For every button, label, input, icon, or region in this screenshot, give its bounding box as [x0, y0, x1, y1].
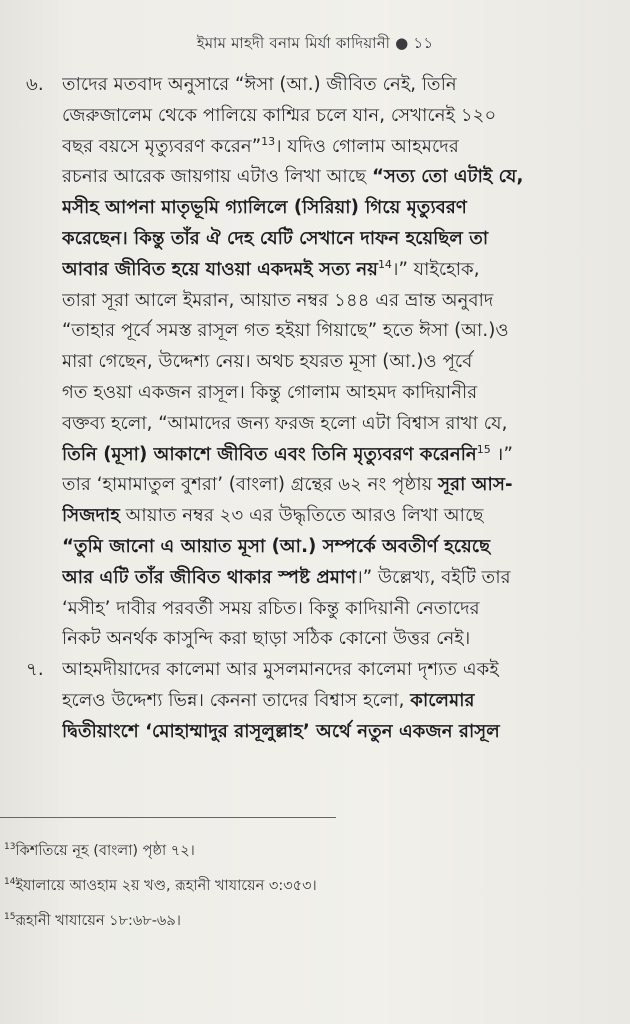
text-line: [62, 655, 618, 686]
text-line: [62, 193, 618, 224]
text-segment: তার ‘হামামাতুল বুশরা’ (বাংলা) গ্রন্থের ৬২ নং পৃষ্ঠায়: [62, 474, 439, 496]
text-line: [62, 101, 618, 132]
footnote: [4, 902, 604, 937]
text-segment: জেরুজালেম থেকে পালিয়ে কাশ্মির চলে যান, সেখানেই ১২০: [62, 104, 497, 126]
text-segment: ।” যাইহোক,: [391, 258, 480, 280]
footnote-number: 14: [4, 877, 16, 887]
text-segment: ‘মসীহ’ দাবীর পরবর্তী সময় রচিত। কিন্তু কাদিয়ানী নেতাদের: [62, 597, 480, 619]
bold-text: “তুমি জানো এ আয়াত মূসা (আ.) সম্পর্কে অবতীর্ণ হয়েছে: [62, 535, 491, 557]
text-segment: তারা সূরা আলে ইমরান, আয়াত নম্বর ১৪৪ এর ভ্রান্ত অনুবাদ: [62, 289, 494, 311]
text-line: [62, 686, 618, 717]
text-line: [62, 501, 618, 532]
text-segment: । যদিও গোলাম আহমদের: [275, 135, 459, 157]
text-segment: গত হওয়া একজন রাসূল। কিন্তু গোলাম আহমদ কাদিয়ানীর: [62, 381, 478, 403]
text-line: [62, 532, 618, 563]
footnote-text: রূহানী খাযায়েন ১৮:৬৮-৬৯।: [15, 913, 181, 929]
item-number: ৭.: [26, 659, 44, 681]
text-line: [62, 132, 618, 163]
item-number: ৬.: [26, 74, 44, 95]
text-segment: নিকট অনর্থক কাসুন্দি করা ছাড়া সঠিক কোনো উত্তর নেই।: [62, 628, 471, 650]
bold-text: তিনি (মূসা) আকাশে জীবিত এবং তিনি মৃত্যুবরণ করেননি: [62, 443, 477, 465]
text-line: [62, 316, 618, 347]
text-segment: ।”: [490, 443, 513, 465]
text-segment: আহমদীয়াদের কালেমা আর মুসলমানদের কালেমা দৃশ্যত একই: [62, 659, 499, 681]
footnote: [4, 832, 604, 867]
bold-text: সূরা আস-: [438, 474, 513, 496]
text-line: [62, 409, 618, 440]
footnote-ref: 13: [261, 134, 276, 148]
text-line: [62, 717, 618, 748]
footnotes: [4, 832, 604, 937]
text-segment: “তাহার পূর্বে সমস্ত রাসূল গত হইয়া গিয়াছে” হতে ঈসা (আ.)ও: [62, 320, 509, 342]
footnote-text: ইযালায়ে আওহাম ২য় খণ্ড, রূহানী খাযায়েন ৩:৩৫৩।: [15, 878, 317, 894]
footnote-ref: 14: [377, 257, 392, 271]
running-header: ইমাম মাহদী বনাম মির্যা কাদিয়ানী ● ১১: [196, 34, 434, 52]
bold-text: মসীহ আপনা মাতৃভূমি গ্যালিলে (সিরিয়া) গিয়ে মৃত্যুবরণ: [62, 197, 467, 219]
text-segment: বক্তব্য হলো, “আমাদের জন্য ফরজ হলো এটা বিশ্বাস রাখা যে,: [62, 412, 508, 434]
text-line: [62, 255, 618, 286]
text-segment: ।” উল্লেখ্য, বইটি তার: [356, 566, 511, 588]
bold-text: আর এটি তাঁর জীবিত থাকার স্পষ্ট প্রমাণ: [62, 566, 357, 588]
footnote-number: 13: [4, 842, 16, 852]
bold-text: দ্বিতীয়াংশে ‘মোহাম্মাদুর রাসূলুল্লাহ’ অর্থে নতুন একজন রাসূল: [62, 720, 500, 742]
bold-text: সিজদাহ: [62, 505, 120, 527]
text-line: [62, 224, 618, 255]
text-segment: মারা গেছেন, উদ্দেশ্য নেয়। অথচ হযরত মূসা (আ.)ও পূর্বে: [62, 351, 473, 373]
text-segment: হলেও উদ্দেশ্য ভিন্ন। কেননা তাদের বিশ্বাস হলো,: [62, 689, 411, 711]
text-line: [62, 470, 618, 501]
footnote-ref: 15: [476, 442, 491, 456]
bold-text: “সত্য তো এটাই যে,: [371, 166, 524, 188]
numbered-item: [26, 70, 618, 655]
text-line: [62, 624, 618, 655]
text-line: [62, 162, 618, 193]
text-line: [62, 347, 618, 378]
numbered-item: [26, 655, 618, 747]
text-line: [62, 286, 618, 317]
text-line: [62, 70, 618, 101]
footnote-number: 15: [4, 912, 16, 922]
bold-text: করেছেন। কিন্তু তাঁর ঐ দেহ যেটি সেখানে দাফন হয়েছিল তা: [62, 227, 489, 249]
body-text: [26, 70, 618, 748]
bold-text: আবার জীবিত হয়ে যাওয়া একদমই সত্য নয়: [62, 258, 378, 280]
text-line: [62, 378, 618, 409]
text-line: [62, 563, 618, 594]
bold-text: কালেমার: [410, 689, 475, 711]
footnote: [4, 867, 604, 902]
text-line: [62, 440, 618, 471]
footnote-divider: [0, 817, 336, 818]
text-segment: বছর বয়সে মৃত্যুবরণ করেন”: [62, 135, 262, 157]
text-segment: আয়াত নম্বর ২৩ এর উদ্ধৃতিতে আরও লিখা আছে: [119, 505, 484, 527]
text-line: [62, 594, 618, 625]
footnote-text: কিশতিয়ে নূহ (বাংলা) পৃষ্ঠা ৭২।: [15, 843, 195, 859]
text-segment: রচনার আরেক জায়গায় এটাও লিখা আছে: [62, 166, 372, 188]
text-segment: তাদের মতবাদ অনুসারে “ঈসা (আ.) জীবিত নেই, তিনি: [62, 74, 457, 95]
